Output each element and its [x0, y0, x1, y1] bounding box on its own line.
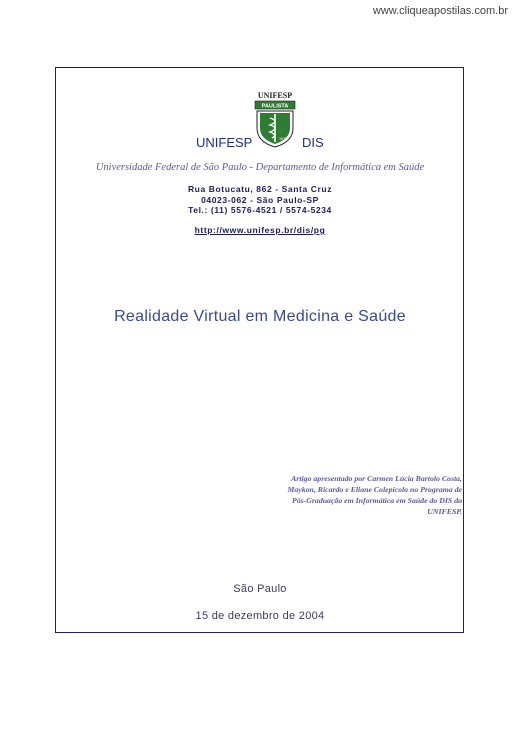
website-link[interactable]: http://www.unifesp.br/dis/pg [194, 225, 326, 235]
org-name-right: DIS [302, 135, 324, 150]
article-note-line: Maykon, Ricardo e Eliane Colepícolo no Programa de [287, 485, 462, 494]
date: 15 de dezembro de 2004 [195, 610, 325, 622]
crest-top-text: UNIFESP [257, 91, 293, 100]
cover-frame [55, 67, 464, 633]
city: São Paulo [233, 583, 287, 595]
article-note-line: Artigo apresentado por Carmen Lúcia Bartolo Costa, [291, 474, 462, 483]
document-title: Realidade Virtual em Medicina e Saúde [114, 308, 406, 325]
article-note-line: UNIFESP. [427, 507, 462, 516]
unifesp-crest-icon [252, 90, 298, 148]
address-phone: Tel.: (11) 5576-4521 / 5574-5234 [188, 205, 332, 215]
address-street: Rua Botucatu, 862 - Santa Cruz [187, 184, 333, 194]
watermark-url: www.cliqueapostilas.com.br [372, 5, 508, 17]
article-note [250, 473, 462, 517]
crest-band-text: PAULISTA [261, 103, 289, 110]
address-postal: 04023-062 - São Paulo-SP [201, 195, 319, 205]
institution-subtitle: Universidade Federal de São Paulo - Departamento de Informática em Saúde [95, 162, 425, 173]
crest-year: 1933 [279, 137, 287, 141]
org-name-left: UNIFESP [196, 135, 253, 150]
article-note-line: Pós-Graduação em Informática em Saúde do DIS da [291, 496, 462, 505]
